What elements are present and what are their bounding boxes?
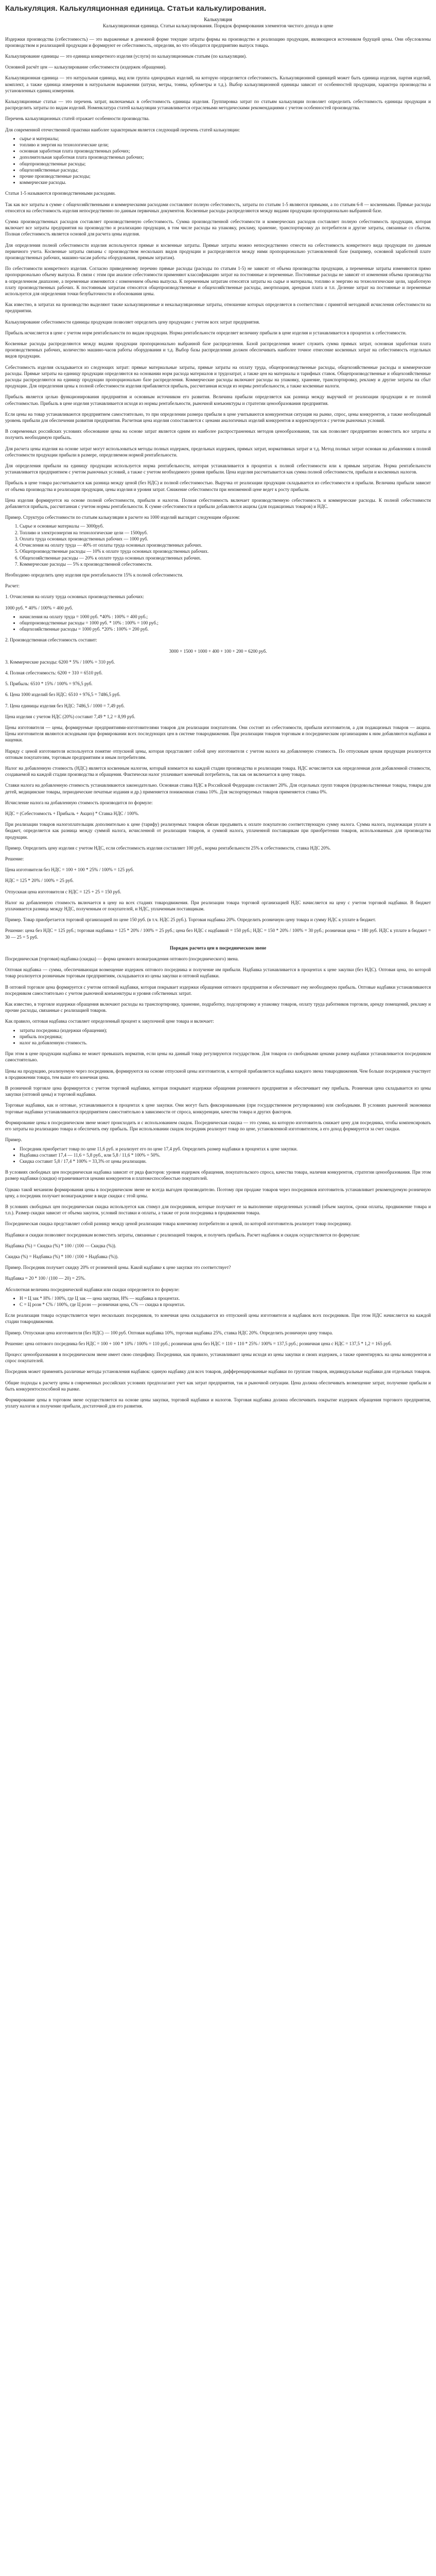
- paragraph: 4. Полная себестоимость: 6200 + 310 = 6510 руб.: [5, 670, 103, 675]
- paragraph: При этом в цене продукции надбавка не может превышать норматив, если цены на данный товар регулируются государством. Для товаров со свободными ценами размер надбавки устанавливается посредником самостоятельно.: [5, 1051, 431, 1063]
- paragraph: Калькуляционные статьи — это перечень затрат, включаемых в себестоимость единицы изделия. Группировка затрат по статьям калькуляции позволяет определить себестоимость единицы продукции и распределить затраты по видам изделий. Номенклатура статей калькуляции устанавливается отраслевыми методическими рекомендациями с учетом особенностей производства.: [5, 98, 431, 111]
- paragraph: Налог на добавленную стоимость (НДС) является косвенным налогом, который взимается на каждой стадии производства и реализации товара. НДС исчисляется как определенная доля добавленной стоимости, создаваемой на каждой стадии производства и обращения. Фактически налог уплачивает конечный потребитель, так как он включается в цену товара.: [5, 765, 431, 777]
- list-item: 1. Сырье и основные материалы — 3000руб.: [20, 523, 431, 529]
- paragraph: При реализации товаров налогоплательщик дополнительно к цене (тарифу) реализуемых товаров обязан предъявить к оплате покупателю соответствующую сумму налога. Сумма налога, подлежащая уплате в бюджет, определяется как разница между суммой налога, исчисленной от реализации товаров, и суммой налога, уплаченной поставщикам при приобретении товаров, использованных для производства продукции.: [5, 822, 431, 840]
- paragraph: Для определения прибыли на единицу продукции используется норма рентабельности, которая устанавливается в процентах к полной себестоимости или к прямым затратам. Норма рентабельности устанавливается предприятием с учетом рыночных условий, а также с учетом необходимого уровня прибыли. Цена изделия рассчитывается как сумма полной себестоимости, прибыли и косвенных налогов.: [5, 463, 431, 475]
- paragraph: Пример. Товар приобретается торговой организацией по цене 150 руб. (в т.ч. НДС 25 руб.). Торговая надбавка 20%. Определить розничную цену товара и сумму НДС к уплате в бюджет.: [5, 917, 376, 923]
- paragraph: Статьи 1-5 называются производственными расходами.: [5, 191, 116, 196]
- paragraph: Косвенные расходы распределяются между видами продукции пропорционально выбранной базе распределения. Базой распределения может служить сумма прямых затрат, основная заработная плата производственных рабочих, количество машино-часов работы оборудования и т.д. Выбор базы распределения должен обеспечивать наиболее точное отнесение косвенных затрат на себестоимость отдельных видов продукции.: [5, 341, 431, 359]
- list-item: • сырье и материалы;: [20, 135, 431, 142]
- paragraph: Надбавка (%) = Скидка (%) * 100 / (100 — Скидка (%)).: [5, 1243, 116, 1248]
- paragraph: Однако такой механизм формирования цены в посредническом звене не всегда выгоден производителю. Поэтому при продаже товаров через посредников изготовитель устанавливает рекомендуемую розничную цену, а посредник получает вознаграждение в виде скидки с этой цены.: [5, 1187, 431, 1198]
- bullet-list: [5, 135, 431, 186]
- list-item: • прибыль посредника;: [20, 1033, 431, 1040]
- list-item: • Н = Ц зак * Н% / 100%, где Ц зак — цена закупки, Н% — надбавка в процентах.: [20, 1295, 431, 1301]
- paragraph: Калькуляционная единица — это натуральная единица, вид или группа однородных изделий, на которую определяется себестоимость. Калькуляционной единицей может быть единица изделия, партия изделий, комплект, а также единица измерения в натуральном выражении (штуки, метры, тонны, кубометры и т.д.). Выбор калькуляционной единицы зависит от особенностей продукции, характера производства и установленных единиц измерения.: [5, 75, 431, 93]
- paragraph: Сумма производственных расходов составляет производственную себестоимость. Сумма производственной себестоимости и коммерческих расходов составляет полную себестоимость продукции, которая включает все затраты предприятия на производство и реализацию продукции, в том числе расходы на упаковку, рекламу, хранение, транспортировку до потребителя и другие затраты, связанные со сбытом. Полная себестоимость является основой для расчета цены изделия.: [5, 218, 431, 237]
- paragraph: Как известно, в торговле издержки обращения включают расходы на транспортировку, хранение, подработку, подсортировку и упаковку товаров, оплату труда работников торговли, аренду помещений, рекламу и прочие расходы, связанные с реализацией товаров.: [5, 1002, 431, 1013]
- paragraph: Для современной отечественной практики наиболее характерным является следующий перечень статей калькуляции:: [5, 127, 240, 132]
- numbered-list: [5, 523, 431, 567]
- paragraph: Надбавка = 20 * 100 / (100 — 20) = 25%.: [5, 1276, 86, 1281]
- paragraph: Для расчета цены изделия на основе затрат могут использоваться методы полных издержек, предельных издержек, прямых затрат, нормативных затрат и т.д. Метод полных затрат основан на добавлении к полной себестоимости продукции прибыли в размере, определяемом нормой рентабельности.: [5, 446, 431, 457]
- bullet-list: [5, 1027, 431, 1046]
- paragraph: Цены на продукцию, реализуемую через посредников, формируются на основе отпускной цены изготовителя, к которой прибавляется надбавка каждого звена товародвижения. Чем больше посредников участвует в продвижении товара, тем выше его конечная цена.: [5, 1068, 431, 1080]
- list-item: • налог на добавленную стоимость.: [20, 1040, 431, 1046]
- paragraph: Пример. Определить цену изделия с учетом НДС, если себестоимость изделия составляет 100 руб., норма рентабельности 25% к себестоимости, ставка НДС 20%.: [5, 845, 331, 851]
- paragraph: Так как все затраты в сумме с общехозяйственными и коммерческими расходами составляют полную себестоимость, затраты по статьям 1-5 являются прямыми, а по статьям 6-8 — косвенными. Прямые расходы относятся на себестоимость изделия непосредственно по данным первичных документов. Косвенные расходы распределяются между видами продукции пропорционально выбранной базе.: [5, 201, 431, 213]
- paragraph: Оптовая надбавка — сумма, обеспечивающая возмещение издержек оптового посредника и получение им прибыли. Надбавка устанавливается в процентах к цене закупки (без НДС). Оптовая цена, по которой товар реализуется розничным торговым предприятиям, складывается из цены закупки и оптовой надбавки.: [5, 967, 431, 979]
- paragraph: 7. Цена единицы изделия без НДС: 7486,5 / 1000 = 7,49 руб.: [5, 703, 125, 708]
- list-item: • общепроизводственные расходы;: [20, 161, 431, 167]
- paragraph: В условиях свободных цен посредническая скидка используется как стимул для посредников, которые получают ее за выполнение определенных условий (объем закупок, сроки оплаты, продвижение товара и т.п.). Размер скидки зависит от объема закупок, условий поставки и оплаты, а также от роли посредника в продвижении товара.: [5, 1204, 431, 1216]
- paragraph: Пример. Отпускная цена изготовителя (без НДС) — 100 руб. Оптовая надбавка 10%, торговая надбавка 25%, ставка НДС 20%. Определить розничную цену товара.: [5, 1330, 333, 1335]
- paragraph: В современных российских условиях обоснование цены на основе затрат является одним из наиболее распространенных методов ценообразования, так как позволяет предприятию возместить все затраты и получить необходимую прибыль.: [5, 429, 431, 440]
- paragraph: По себестоимости конкретного изделия. Согласно приведенному перечню прямые расходы (расходы по статьям 1-5) не зависят от объема производства продукции, а переменные затраты изменяются прямо пропорционально объему выпуска. В связи с этим при анализе себестоимости применяют классификацию затрат на постоянные и переменные. Постоянные расходы не зависят от изменения объема производства в определенном диапазоне, а переменные изменяются с изменением объема выпуска. К переменным затратам относятся затраты на сырье и материалы, топливо и энергию на технологические цели, заработную плату производственных рабочих. К постоянным затратам относятся общепроизводственные и общехозяйственные расходы, амортизация, арендная плата и т.п. Деление затрат на постоянные и переменные используется для определения точки безубыточности и обоснования цены.: [5, 266, 431, 296]
- paragraph: Если цены на товар устанавливаются предприятием самостоятельно, то при определении размера прибыли в цене учитываются конкурентная ситуация на рынке, спрос, цены конкурентов, а также необходимый уровень прибыли для обеспечения развития предприятия. Расчетная цена изделия сопоставляется с ценами аналогичных изделий конкурентов и корректируется с учетом рыночных условий.: [5, 411, 431, 423]
- bullet-list: [5, 1146, 431, 1165]
- paragraph: В розничной торговле цена формируется с учетом торговой надбавки, которая покрывает издержки обращения розничного предприятия и обеспечивает ему прибыль. Розничная цена складывается из цены закупки (оптовой цены) и торговой надбавки.: [5, 1086, 431, 1097]
- list-item: • общехозяйственные расходы;: [20, 167, 431, 173]
- paragraph: Торговые надбавки, как и оптовые, устанавливаются в процентах к цене закупки. Они могут быть фиксированными (при государственном регулировании) или свободными. В условиях рыночной экономики торговые надбавки устанавливаются предприятием самостоятельно в зависимости от спроса, конкуренции, качества товара и других факторов.: [5, 1103, 431, 1114]
- paragraph: Пример. Структура себестоимости по статьям калькуляции в расчете на 1000 изделий выглядит следующим образом:: [5, 515, 240, 520]
- list-item: 6. Общехозяйственные расходы — 20% к оплате труда основных производственных рабочих.: [20, 555, 431, 561]
- paragraph: Порядок расчета цен в посредническом звене: [169, 945, 267, 951]
- paragraph: Цена изделия формируется на основе полной себестоимости, прибыли и налогов. Полная себестоимость включает производственную себестоимость и коммерческие расходы. К полной себестоимости добавляется прибыль, рассчитанная с учетом нормы рентабельности. К сумме себестоимости и прибыли добавляются акцизы (для подакцизных товаров) и НДС.: [5, 497, 431, 510]
- paragraph: Прибыль является целью функционирования предприятия и основным источником его развития. Величина прибыли определяется как разница между выручкой от реализации продукции и ее полной себестоимостью. Прибыль в цене изделия устанавливается исходя из нормы рентабельности, рыночной конъюнктуры и стратегии ценообразования предприятия.: [5, 394, 431, 406]
- paragraph: Основной расчёт цен — калькулирование себестоимости (издержек обращения).: [5, 64, 167, 70]
- paragraph: Прибыль исчисляется в цене с учетом норм рентабельности по видам продукции. Норма рентабельности определяет величину прибыли в цене изделия и устанавливается в процентах к себестоимости.: [5, 330, 407, 335]
- paragraph: Надбавки и скидки позволяют посредникам возместить затраты, связанные с реализацией товаров, и получить прибыль. Расчет надбавок и скидок осуществляется по формулам:: [5, 1232, 360, 1238]
- list-item: • С = Ц розн * С% / 100%, где Ц розн — розничная цена, С% — скидка в процентах.: [20, 1301, 431, 1308]
- paragraph: 5. Прибыль: 6510 * 15% / 100% = 976,5 руб.: [5, 681, 93, 687]
- paragraph: Решение:: [5, 856, 24, 861]
- list-item: • Надбавка составит 17,4 — 11,6 = 5,8 руб., или 5,8 / 11,6 * 100% = 50%.: [20, 1152, 431, 1158]
- paragraph: Пример. Посредник получает скидку 20% от розничной цены. Какой надбавке к цене закупки это соответствует?: [5, 1265, 231, 1270]
- paragraph: Формирование цены в посредническом звене может происходить и с использованием скидок. Посредническая скидка — это сумма, на которую изготовитель снижает цену для посредника, чтобы компенсировать его затраты на реализацию товара и обеспечить ему прибыль. При использовании скидок посредник реализует товар по цене, установленной изготовителем, а его доход формируется за счет скидки.: [5, 1120, 431, 1132]
- list-item: • затраты посредника (издержки обращения);: [20, 1027, 431, 1033]
- paragraph: Пример.: [5, 1137, 22, 1143]
- page-title: Калькуляция. Калькуляционная единица. Статьи калькулирования.: [5, 4, 267, 13]
- paragraph: Калькулирование единицы — это единица конкретного изделия (услуги) по калькуляционным статьям (по калькуляции).: [5, 53, 247, 59]
- paragraph: 1. Отчисления на оплату труда основных производственных рабочих:: [5, 594, 144, 600]
- paragraph: 1000 руб. * 40% / 100% = 400 руб.: [5, 605, 73, 611]
- list-item: • общехозяйственные расходы = 1000 руб. *20% : 100% = 200 руб.: [20, 626, 431, 632]
- paragraph: Если реализация товара осуществляется через нескольких посредников, то конечная цена складывается из отпускной цены изготовителя и надбавок всех посредников. При этом НДС начисляется на каждой стадии товародвижения.: [5, 1313, 431, 1325]
- paragraph: Прибыль в цене товара рассчитывается как разница между ценой (без НДС) и полной себестоимостью. Выручка от реализации продукции складывается из себестоимости и прибыли. Величина прибыли зависит от объема производства и реализации продукции, цены изделия и уровня затрат. Снижение себестоимости при неизменной цене ведет к росту прибыли.: [5, 480, 431, 492]
- paragraph: Налог на добавленную стоимость включается в цену на всех стадиях товародвижения. При реализации товара торговой организацией НДС начисляется на цену с учетом торговой надбавки. В бюджет уплачивается разница между НДС, полученным от покупателей, и НДС, уплаченным поставщикам.: [5, 900, 431, 912]
- list-item: • Посредник приобретает товар по цене 11,6 руб. и реализует его по цене 17,4 руб. Определить размер надбавки в процентах к цене закупки.: [20, 1146, 431, 1152]
- list-item: • основная заработная плата производственных рабочих;: [20, 148, 431, 154]
- doc-subheading: Калькуляционная единица. Статьи калькулирования. Порядок формирования элементов чистого дохода в цене: [102, 24, 334, 29]
- paragraph: Отпускная цена изготовителя с НДС = 125 + 25 = 150 руб.: [5, 889, 121, 894]
- paragraph: НДС = 125 * 20% / 100% = 25 руб.: [5, 878, 74, 884]
- paragraph: Общие подходы к расчету цены в современных российских условиях предполагают учет как затрат предприятия, так и рыночной ситуации. Цена должна обеспечивать возмещение затрат, получение прибыли и быть конкурентоспособной на рынке.: [5, 1380, 431, 1392]
- list-item: • начисления на оплату труда = 1000 руб. *40% : 100% = 400 руб.;: [20, 614, 431, 620]
- paragraph: Расчет:: [5, 583, 20, 589]
- list-item: 2. Топливо и электроэнергия на технологические цели — 1500руб.: [20, 530, 431, 536]
- article-body: [5, 36, 431, 1410]
- paragraph: Как правило, оптовая надбавка составляет определенный процент к закупочной цене товара и включает:: [5, 1019, 214, 1024]
- paragraph: В оптовой торговле цена формируется с учетом оптовой надбавки, которая покрывает издержки обращения оптового предприятия и обеспечивает ему необходимую прибыль. Оптовые надбавки устанавливаются посредником самостоятельно с учетом рыночной конъюнктуры и уровня собственных затрат.: [5, 984, 431, 996]
- paragraph: В условиях свободных цен посредническая надбавка зависит от ряда факторов: уровня издержек обращения, покупательского спроса, качества товара, наличия конкурентов, стратегии ценообразования. При этом размер надбавки (скидки) ограничивается ценами конкурентов и платежеспособностью покупателей.: [5, 1170, 431, 1181]
- list-item: • топливо и энергия на технологические цели;: [20, 142, 431, 148]
- paragraph: Формирование цены в торговом звене осуществляется на основе цены закупки, торговой надбавки и налогов. Торговая надбавка должна обеспечивать покрытие издержек обращения торгового предприятия, уплату налогов и получение прибыли, достаточной для его развития.: [5, 1397, 431, 1409]
- paragraph: Посредническая скидка представляет собой разницу между ценой реализации товара конечному потребителю и ценой, по которой изготовитель реализует товар посреднику.: [5, 1221, 352, 1227]
- paragraph: Цены изготовителя — цены, формируемые предприятиями-изготовителями товаров для реализации покупателям. Они состоят из себестоимости, прибыли изготовителя, а для подакцизных товаров — акциза. Цены изготовителя являются исходными при формировании всех последующих цен в системе товародвижения. При реализации товаров торговым и посредническим организациям к ним добавляются надбавки и наценки.: [5, 724, 431, 743]
- list-item: 7. Коммерческие расходы — 5% к производственной себестоимости.: [20, 561, 431, 567]
- doc-heading: Калькуляция: [204, 17, 232, 23]
- list-item: • прочие производственные расходы;: [20, 173, 431, 179]
- paragraph: Как известно, в затратах на производство выделяют также калькуляционные и некалькуляционные затраты, отношение которых определяется в соответствии с принятой методикой исчисления себестоимости на предприятии.: [5, 302, 431, 314]
- paragraph: 6. Цена 1000 изделий без НДС: 6510 + 976,5 = 7486,5 руб.: [5, 692, 121, 698]
- paragraph: Посредническая (торговая) надбавка (скидка) — форма ценового вознаграждения оптового (посреднического) звена.: [5, 956, 239, 962]
- list-item: 3. Оплата труда основных производственных рабочих — 1000 руб.: [20, 536, 431, 542]
- paragraph: Абсолютная величина посреднической надбавки или скидки определяется по формуле:: [5, 1286, 180, 1292]
- paragraph: Цена изделия с учетом НДС (20%) составит 7,49 * 1,2 = 8,99 руб.: [5, 714, 135, 719]
- bullet-list: [5, 1295, 431, 1308]
- paragraph: Ставки налога на добавленную стоимость устанавливаются законодательно. Основная ставка НДС в Российской Федерации составляет 20%. Для отдельных групп товаров (продовольственные товары, товары для детей, медицинские товары, периодические печатные издания и др.) применяется пониженная ставка 10%. Для экспортируемых товаров применяется ставка 0%.: [5, 783, 431, 794]
- paragraph: Необходимо определить цену изделия при рентабельности 15% к полной себестоимости.: [5, 572, 183, 578]
- list-item: • коммерческие расходы.: [20, 179, 431, 185]
- paragraph: 3. Коммерческие расходы: 6200 * 5% / 100% = 310 руб.: [5, 659, 115, 665]
- paragraph: Наряду с ценой изготовителя используется понятие отпускной цены, которая представляет собой цену изготовителя с учетом налога на добавленную стоимость. По отпускным ценам продукция реализуется оптовым покупателям, торговым предприятиям и иным потребителям.: [5, 748, 431, 760]
- paragraph: Исчисление налога на добавленную стоимость производится по формуле:: [5, 800, 153, 805]
- paragraph: 2. Производственная себестоимость составит:: [5, 637, 97, 643]
- list-item: 5. Общепроизводственные расходы — 10% к оплате труда основных производственных рабочих.: [20, 548, 431, 554]
- paragraph: Для определения полной себестоимости изделия используются прямые и косвенные затраты. Прямые затраты можно непосредственно отнести на себестоимость конкретного вида продукции по данным первичного учета. Косвенные затраты связаны с производством нескольких видов продукции и распределяются между ними пропорционально установленной базе (например, основной заработной плате производственных рабочих, машино-часам работы оборудования, прямым затратам).: [5, 242, 431, 260]
- paragraph: Решение: цена без НДС = 125 руб.; торговая надбавка = 125 * 20% / 100% = 25 руб.; цена без НДС с надбавкой = 150 руб.; НДС = 150 * 20% / 100% = 30 руб.; розничная цена = 180 руб. НДС к уплате в бюджет = 30 — 25 = 5 руб.: [5, 928, 431, 940]
- paragraph: Цена изготовителя без НДС = 100 + 100 * 25% / 100% = 125 руб.: [5, 867, 134, 873]
- paragraph: Процесс ценообразования в посредническом звене имеет свою специфику. Посредники, как правило, устанавливают цены исходя из цены закупки и своих издержек, а также ориентируясь на цены конкурентов и спрос покупателей.: [5, 1351, 431, 1364]
- list-item: 4. Отчисления на оплату труда — 40% от оплаты труда основных производственных рабочих.: [20, 542, 431, 548]
- paragraph: Издержки производства (себестоимость) — это выраженные в денежной форме текущие затраты фирмы на производство и реализацию продукции, являющиеся источником будущей цены. Они обусловлены производством и реализацией продукции и формируют ее себестоимость, определяя, во что обходится предприятию выпуск товара.: [5, 36, 431, 48]
- paragraph: НДС = (Себестоимость + Прибыль + Акциз) * Ставка НДС / 100%.: [5, 810, 139, 816]
- paragraph: Скидка (%) = Надбавка (%) * 100 / (100 + Надбавка (%)).: [5, 1253, 119, 1259]
- bullet-list: [5, 614, 431, 633]
- paragraph: 3000 + 1500 + 1000 + 400 + 100 + 200 = 6200 руб.: [169, 648, 267, 654]
- list-item: • общепроизводственные расходы = 1000 руб. * 10% : 100% = 100 руб.;: [20, 620, 431, 626]
- paragraph: Себестоимость изделия складывается из следующих затрат: прямые материальные затраты, прямые затраты на оплату труда, общепроизводственные расходы, общехозяйственные расходы и коммерческие расходы. Прямые затраты на единицу продукции определяются на основании норм расхода материалов и трудозатрат, а также цен на материалы и тарифных ставок. Общепроизводственные и общехозяйственные расходы распределяются на единицу продукции пропорционально базе распределения. Коммерческие расходы включают расходы на упаковку, хранение, транспортировку, рекламу и другие затраты на сбыт продукции. Для определения цены к полной себестоимости изделия прибавляется прибыль, рассчитанная исходя из нормы рентабельности, а также косвенные налоги.: [5, 364, 431, 389]
- paragraph: Перечень калькуляционных статей отражает особенности производства.: [5, 116, 150, 122]
- paragraph: Калькулирование себестоимости единицы продукции позволяет определить цену продукции с учетом всех затрат предприятия.: [5, 319, 260, 325]
- list-item: • дополнительная заработная плата производственных рабочих;: [20, 154, 431, 160]
- paragraph: Решение: цена оптового посредника без НДС = 100 + 100 * 10% / 100% = 110 руб.; розничная цена без НДС = 110 + 110 * 25% / 100% = 137,5 руб.; розничная цена с НДС = 137,5 * 1,2 = 165 руб.: [5, 1341, 392, 1346]
- paragraph: Посредник может применять различные методы установления надбавок: единую надбавку для всех товаров, дифференцированные надбавки по группам товаров, индивидуальные надбавки для отдельных товаров.: [5, 1369, 431, 1375]
- list-item: • Скидка составит 5,8 / 17,4 * 100% = 33,3% от цены реализации.: [20, 1158, 431, 1164]
